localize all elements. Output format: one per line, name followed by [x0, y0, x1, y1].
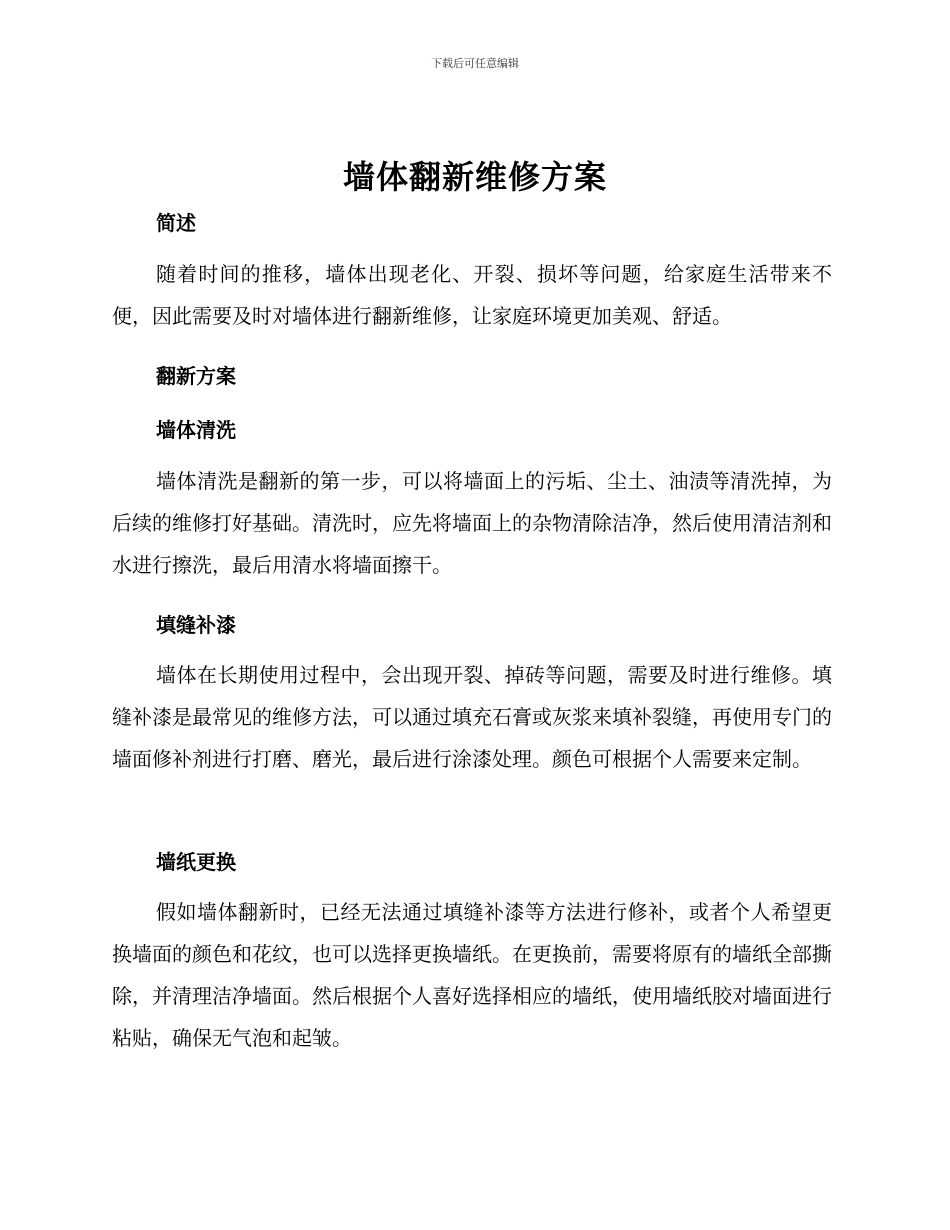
- section-heading-crack-filling: 填缝补漆: [156, 613, 236, 637]
- section-heading-overview: 简述: [156, 211, 196, 235]
- paragraph-crack-filling: 墙体在长期使用过程中，会出现开裂、掉砖等问题，需要及时进行维修。填缝补漆是最常见的维修方法，可以通过填充石膏或灰浆来填补裂缝，再使用专门的墙面修补剂进行打磨、磨光，最后进行涂漆处理。颜色可根据个人需要来定制。: [112, 663, 832, 771]
- section-heading-wallpaper: 墙纸更换: [156, 850, 236, 874]
- paragraph-overview: 随着时间的推移，墙体出现老化、开裂、损坏等问题，给家庭生活带来不便，因此需要及时对墙体进行翻新维修，让家庭环境更加美观、舒适。: [112, 262, 832, 328]
- section-heading-plan: 翻新方案: [156, 364, 236, 388]
- section-heading-wall-cleaning: 墙体清洗: [156, 418, 236, 442]
- paragraph-wallpaper: 假如墙体翻新时，已经无法通过填缝补漆等方法进行修补，或者个人希望更换墙面的颜色和花纹，也可以选择更换墙纸。在更换前，需要将原有的墙纸全部撕除，并清理洁净墙面。然后根据个人喜好选择相应的墙纸，使用墙纸胶对墙面进行粘贴，确保无气泡和起皱。: [112, 900, 832, 1050]
- header-note: 下载后可任意编辑: [431, 57, 519, 70]
- document-title: 墙体翻新维修方案: [342, 158, 607, 196]
- paragraph-wall-cleaning: 墙体清洗是翻新的第一步，可以将墙面上的污垢、尘土、油渍等清洗掉，为后续的维修打好基础。清洗时，应先将墙面上的杂物清除洁净，然后使用清洁剂和水进行擦洗，最后用清水将墙面擦干。: [112, 469, 832, 577]
